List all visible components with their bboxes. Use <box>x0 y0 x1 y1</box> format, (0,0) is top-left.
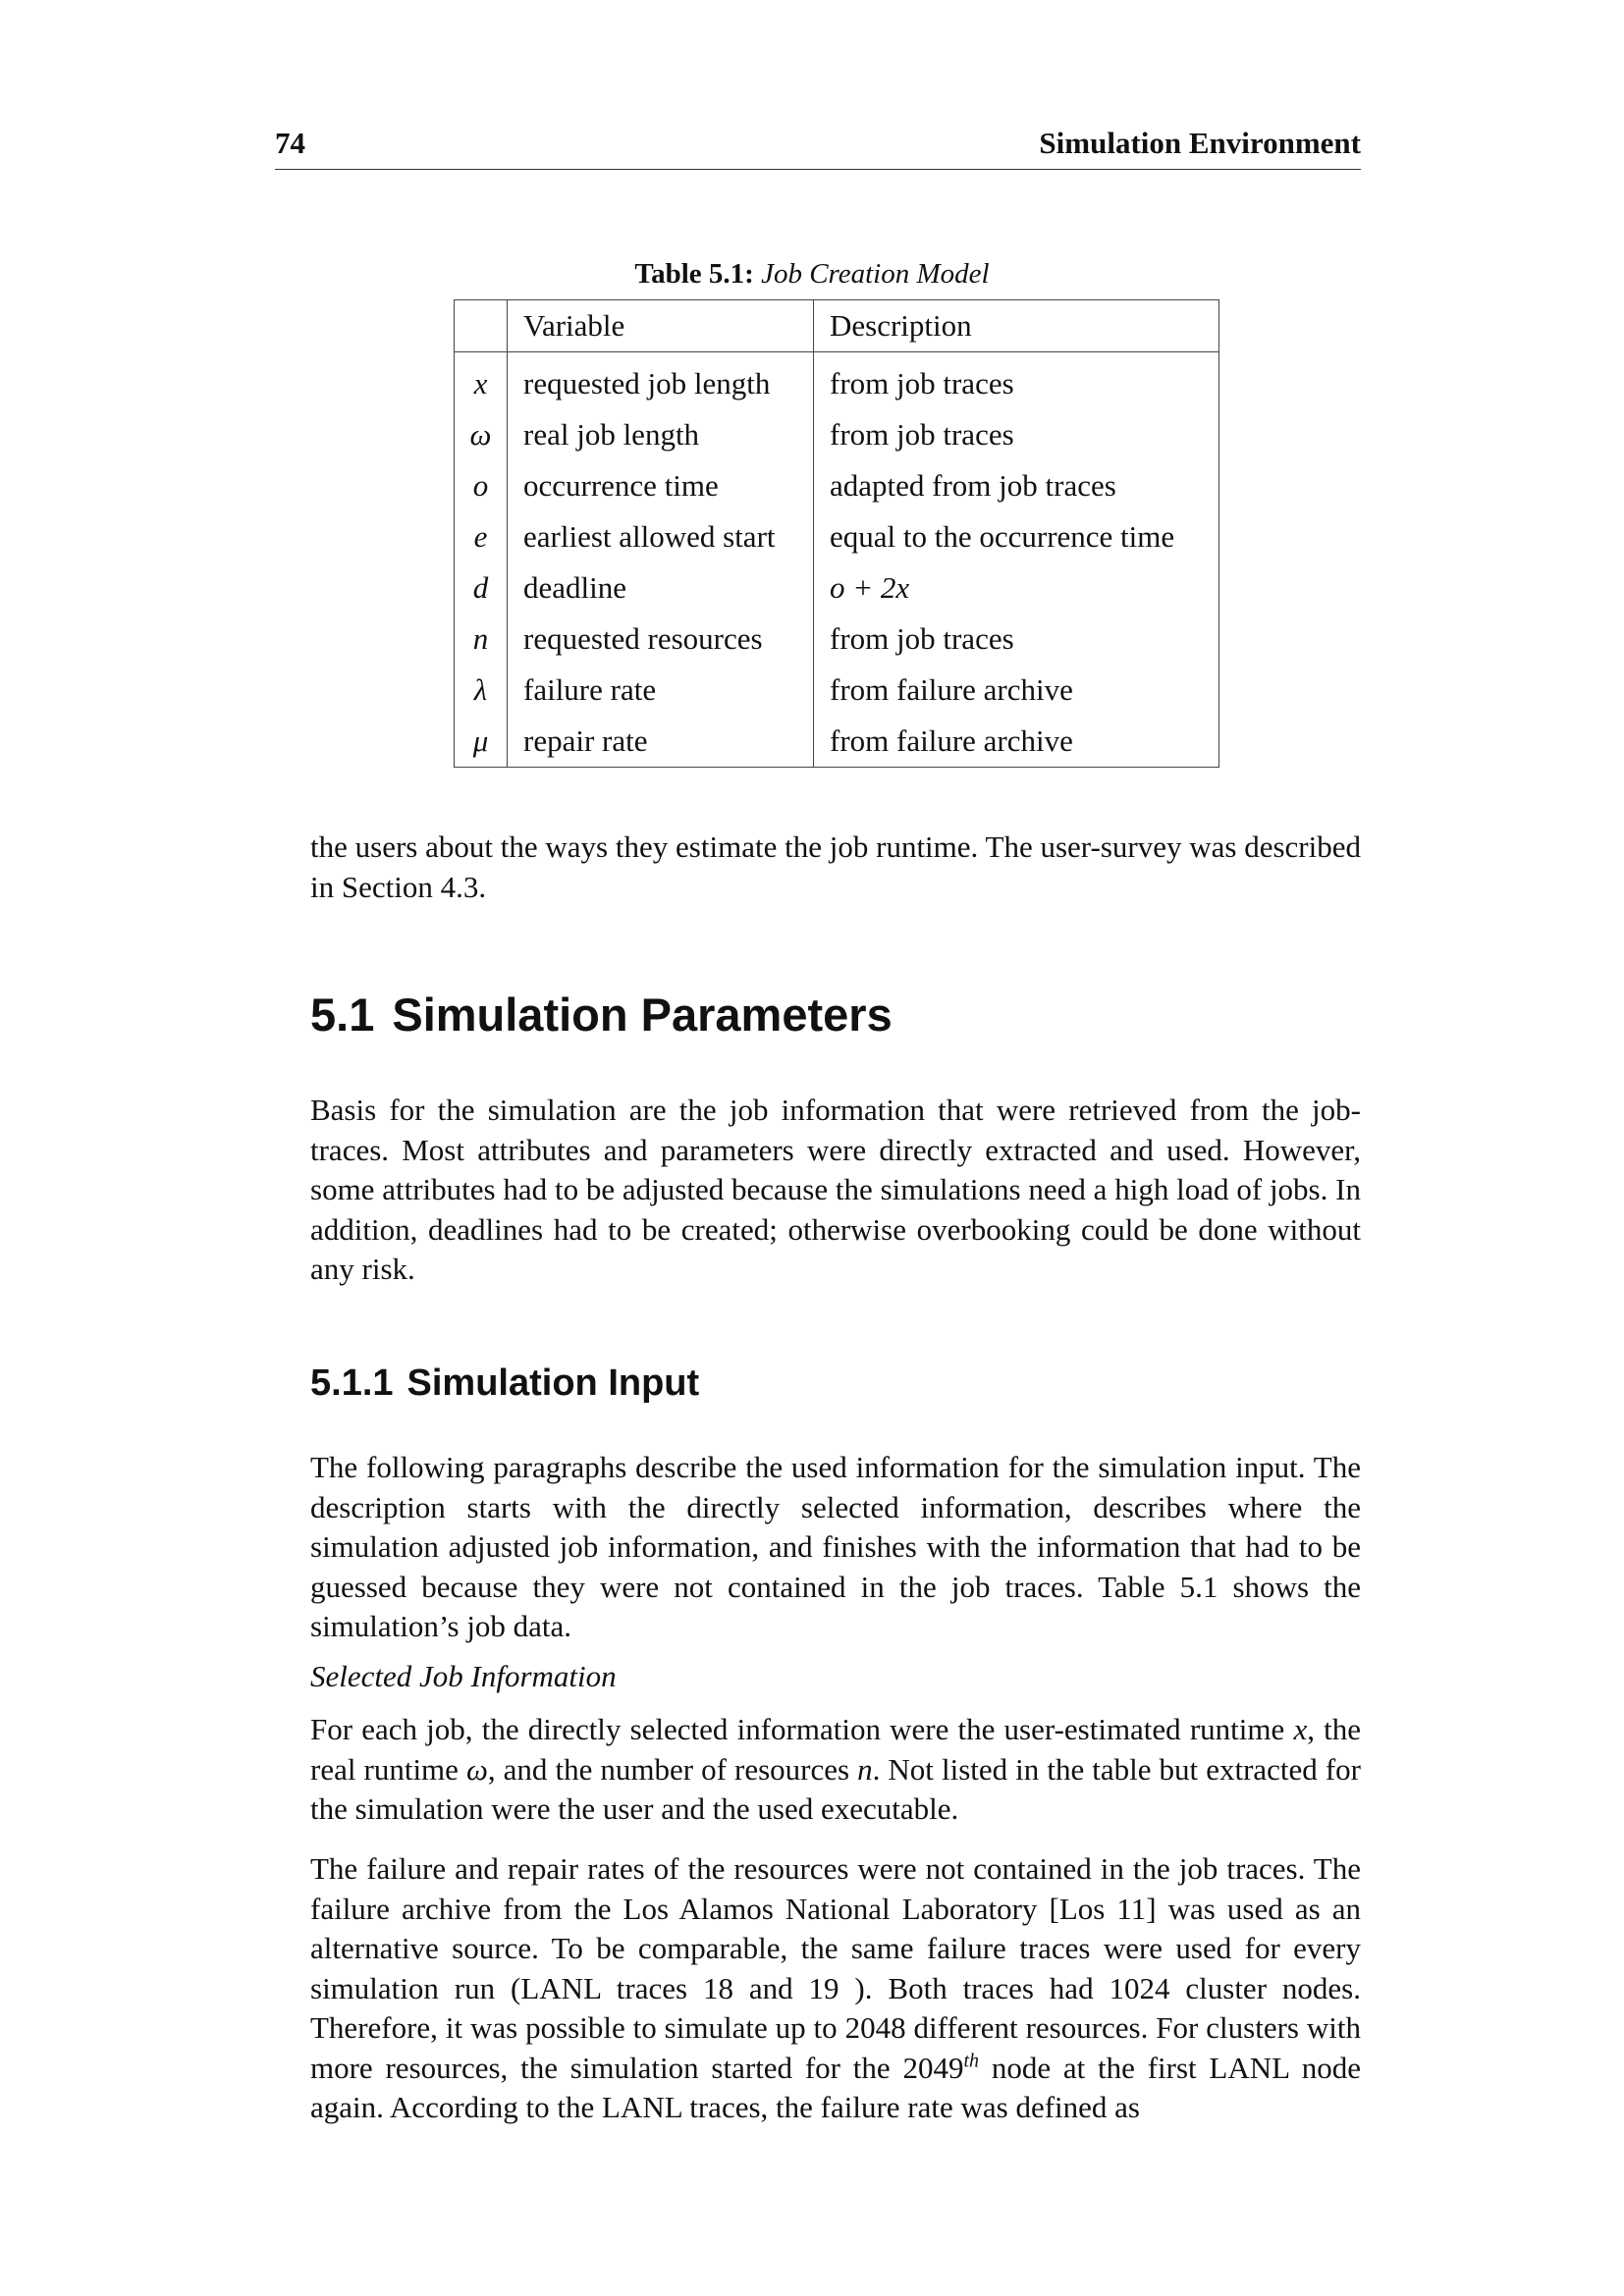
table-header-row <box>455 300 1219 352</box>
running-head <box>275 126 1361 170</box>
section-paragraph: Basis for the simulation are the job information that were retrieved from the job-traces. Most attributes and parameters were directly extracted and used. However, some attributes had to be adjusted because the simulations need a high load of jobs. In addition, deadlines had to be created; otherwise overbooking could be done without any risk. <box>310 1093 1361 1286</box>
row-description: o + 2x <box>814 562 1219 614</box>
table-row <box>455 614 1219 665</box>
table-row <box>455 562 1219 614</box>
text-run: , and the number of resources <box>487 1751 858 1787</box>
text-run: node at the first LANL node again. According to the LANL traces, the failure rate was defined as <box>310 2050 1361 2124</box>
table-caption <box>0 258 1624 291</box>
table-row <box>455 665 1219 716</box>
subsection-paragraph: The following paragraphs describe the used information for the simulation input. The description starts with the directly selected information, describes where the simulation adjusted job information, and finishes with the information that had to be guessed because they were not contained in the job traces. Table 5.1 shows the simulation’s job data. <box>310 1450 1361 1643</box>
section-title: Simulation Parameters <box>392 988 893 1041</box>
row-variable: failure rate <box>508 665 814 716</box>
row-variable: real job length <box>508 409 814 460</box>
text-run: The failure and repair rates of the resources were not contained in the job traces. The failure archive from the Los Alamos National Laboratory [Los 11] was used as an alternative source. To be comparable, the same failure traces were used for every simulation run (LANL traces 18 and 19 ). Both traces had 1024 cluster nodes. Therefore, it was possible to simulate up to 2048 different resources. For clusters with more resources, the simulation started for the <box>310 1851 1361 2085</box>
row-description: equal to the occurrence time <box>814 511 1219 562</box>
row-description: from job traces <box>814 614 1219 665</box>
row-symbol: μ <box>455 716 508 768</box>
subsection-number: 5.1.1 <box>310 1362 394 1404</box>
math-th-superscript: th <box>963 2050 980 2072</box>
table-caption-label: Table 5.1: <box>634 258 754 290</box>
row-variable: deadline <box>508 562 814 614</box>
table-row <box>455 511 1219 562</box>
row-symbol: e <box>455 511 508 562</box>
running-section-title: Simulation Environment <box>1039 126 1361 160</box>
page-number: 74 <box>275 126 305 160</box>
subsection-heading <box>310 1362 699 1405</box>
math-2049: 2049 <box>902 2050 964 2085</box>
math-omega: ω <box>465 1751 488 1787</box>
row-variable: requested resources <box>508 614 814 665</box>
math-x: x <box>1293 1712 1308 1746</box>
row-symbol: ω <box>455 409 508 460</box>
row-description: adapted from job traces <box>814 460 1219 511</box>
text-run: . Not listed in the table but extracted for the simulation were the user and the used executable. <box>310 1751 1361 1826</box>
row-symbol: n <box>455 614 508 665</box>
table-row <box>455 716 1219 768</box>
row-variable: occurrence time <box>508 460 814 511</box>
row-variable: earliest allowed start <box>508 511 814 562</box>
row-description: from failure archive <box>814 665 1219 716</box>
table-row <box>455 460 1219 511</box>
section-heading <box>310 988 893 1041</box>
job-creation-table <box>454 299 1219 768</box>
text-run: , the real runtime <box>310 1712 1362 1787</box>
subsection-title: Simulation Input <box>406 1362 700 1404</box>
table-row <box>455 352 1219 410</box>
row-symbol: d <box>455 562 508 614</box>
selected-info-paragraph <box>310 1710 1361 1830</box>
section-number: 5.1 <box>310 988 375 1041</box>
row-variable: requested job length <box>508 352 814 410</box>
text-run: For each job, the directly selected information were the user-estimated runtime <box>310 1712 1294 1746</box>
row-variable: repair rate <box>508 716 814 768</box>
math-n: n <box>857 1751 873 1787</box>
row-description: from job traces <box>814 409 1219 460</box>
table-header-symbol <box>455 300 508 352</box>
row-symbol: λ <box>455 665 508 716</box>
row-description: from job traces <box>814 352 1219 410</box>
table-caption-title: Job Creation Model <box>761 258 990 290</box>
selected-job-info-heading: Selected Job Information <box>310 1659 617 1693</box>
row-symbol: o <box>455 460 508 511</box>
row-description: from failure archive <box>814 716 1219 768</box>
table-row <box>455 409 1219 460</box>
failure-paragraph <box>310 1849 1361 2128</box>
table-header-variable: Variable <box>508 300 814 352</box>
intro-paragraph: the users about the ways they estimate the job runtime. The user-survey was described in Section 4.3. <box>310 829 1361 904</box>
row-symbol: x <box>455 352 508 410</box>
table-header-description: Description <box>814 300 1219 352</box>
